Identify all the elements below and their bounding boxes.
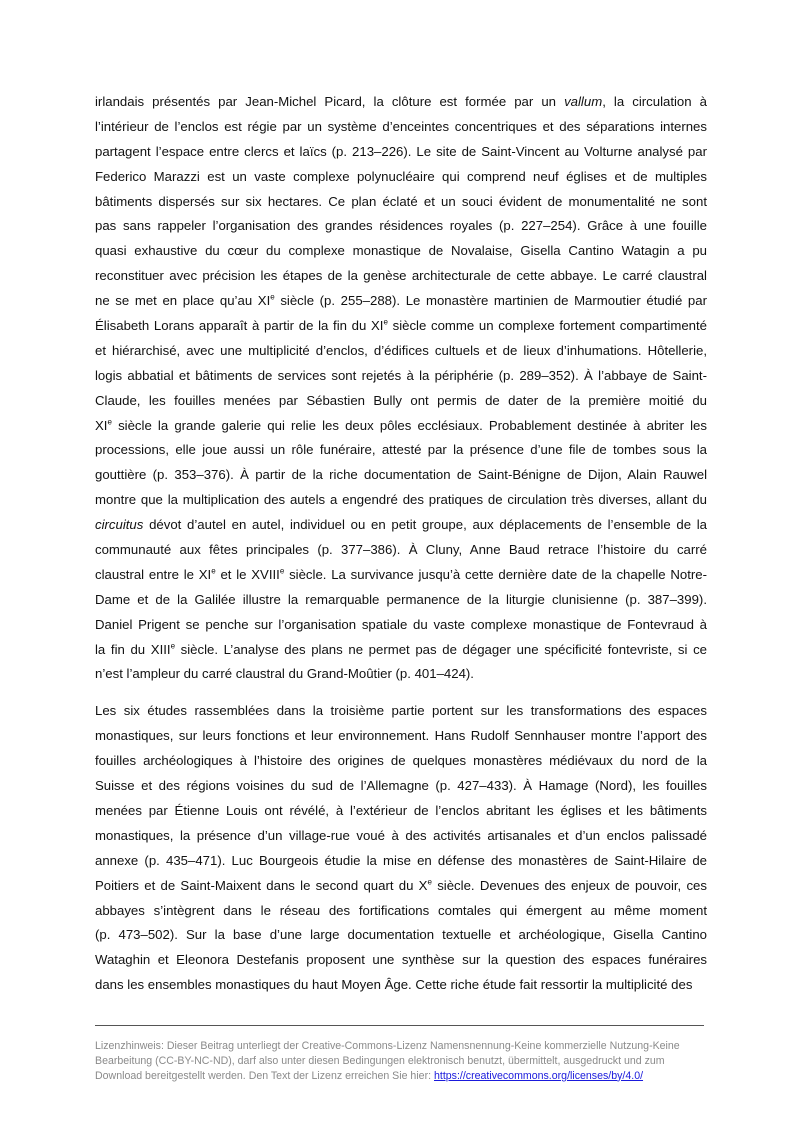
text-run: Élisabeth Lorans apparaît à partir de la fin du XI (95, 318, 384, 334)
text-run: Les six études rassemblées dans la troisième partie portent sur les transformations des espaces (95, 703, 707, 719)
text-run: XI (95, 417, 108, 433)
text-run: siècle. Devenues des enjeux de pouvoir, ces (431, 877, 707, 893)
text-run: communauté aux fêtes principales (p. 377–386). À Cluny, Anne Baud retrace l’histoire du carré (95, 542, 707, 558)
paragraph (95, 699, 707, 998)
text-line (95, 588, 707, 613)
text-line (95, 438, 707, 463)
license-line-3 (95, 1069, 707, 1084)
text-run: quasi exhaustive du cœur du complexe monastique de Novalaise, Gisella Cantino Watagin a pu (95, 243, 707, 259)
text-line (95, 849, 707, 874)
text-line (95, 799, 707, 824)
text-run: logis abbatial et bâtiments de services sont rejetés à la périphérie (p. 289–352). À l’abbaye de Saint- (95, 367, 707, 383)
superscript: e (211, 566, 216, 576)
text-line (95, 513, 707, 538)
text-run: bâtiments dispersés sur six hectares. Ce plan éclaté et un souci évident de monumentalité ne sont (95, 193, 707, 209)
text-line (95, 414, 707, 439)
text-line (95, 463, 707, 488)
text-line (95, 662, 707, 687)
text-line (95, 948, 707, 973)
paragraph (95, 90, 707, 687)
text-run: siècle la grande galerie qui relie les deux pôles ecclésiaux. Probablement destinée à abriter les (111, 417, 707, 433)
text-run: Suisse et des régions voisines du sud de l’Allemagne (p. 427–433). À Hamage (Nord), les fouilles (95, 778, 707, 794)
footer-divider (95, 1025, 704, 1026)
text-line (95, 488, 707, 513)
text-line (95, 140, 707, 165)
text-run: siècle. La survivance jusqu’à cette dernière date de la chapelle Notre- (284, 566, 708, 582)
superscript: e (383, 317, 388, 327)
document-body (95, 90, 707, 998)
text-line (95, 538, 707, 563)
text-line (95, 264, 707, 289)
superscript: e (279, 566, 285, 576)
text-line (95, 899, 707, 924)
license-link[interactable]: https://creativecommons.org/licenses/by/4.0/ (434, 1069, 644, 1082)
text-run: menées par Étienne Louis ont révélé, à l’extérieur de l’enclos abritant les églises et les bâtiments (95, 802, 707, 818)
text-run: pas sans rappeler l’organisation des grandes résidences royales (p. 227–254). Grâce à une fouille (95, 218, 707, 234)
text-run: montre que la multiplication des autels a engendré des pratiques de circulation très diverses, allant du (95, 492, 707, 508)
text-line (95, 239, 707, 264)
text-run: fouilles archéologiques à l’histoire des origines de quelques monastères médiévaux du nord de la (95, 753, 707, 769)
text-run: gouttière (p. 353–376). À partir de la riche documentation de Saint-Bénigne de Dijon, Alain Rauwel (95, 467, 707, 483)
text-line (95, 749, 707, 774)
text-run: dévot d’autel en autel, individuel ou en petit groupe, aux déplacements de l’ensemble de la (143, 517, 707, 533)
text-run: et le XVIII (215, 566, 280, 582)
text-run: Dame et de la Galilée illustre la remarquable permanence de la liturgie clunisienne (p. 387–399). (95, 591, 707, 607)
text-run: siècle (p. 255–288). Le monastère martinien de Marmoutier étudié par (274, 293, 707, 309)
text-line (95, 339, 707, 364)
text-run: siècle comme un complexe fortement compartimenté (387, 318, 707, 334)
text-run: Federico Marazzi est un vaste complexe polynucléaire qui comprend neuf églises et de multiples (95, 168, 707, 184)
body-text (95, 90, 707, 998)
text-line (95, 923, 707, 948)
text-line (95, 214, 707, 239)
text-line (95, 973, 707, 998)
text-run: Daniel Prigent se penche sur l’organisation spatiale du vaste complexe monastique de Fontevraud à (95, 616, 707, 632)
text-run: et hiérarchisé, avec une multiplicité d’enclos, d’édifices cultuels et de lieux d’inhumations. Hôtellerie, (95, 342, 707, 358)
text-run: siècle. L’analyse des plans ne permet pas de dégager une spécificité fontevriste, si ce (175, 641, 707, 657)
text-line (95, 389, 707, 414)
text-line (95, 314, 707, 339)
text-line (95, 364, 707, 389)
license-line-2: Bearbeitung (CC-BY-NC-ND), darf also unter diesen Bedingungen elektronisch benutzt, übermittelt, ausgedruckt und zum (95, 1054, 665, 1067)
text-run: irlandais présentés par Jean-Michel Picard, la clôture est formée par un (95, 94, 565, 109)
text-run: Poitiers et de Saint-Maixent dans le second quart du X (95, 877, 428, 893)
text-run: claustral entre le XI (95, 566, 212, 582)
text-run: partagent l’espace entre clercs et laïcs (p. 213–226). Le site de Saint-Vincent au Volturne analysé par (95, 143, 707, 159)
text-run: l’intérieur de l’enclos est régie par un système d’enceintes concentriques et des séparations internes (95, 118, 707, 134)
text-line (95, 824, 707, 849)
text-line (95, 613, 707, 638)
license-notice (95, 1039, 707, 1083)
license-line-1: Lizenzhinweis: Dieser Beitrag unterliegt der Creative-Commons-Lizenz Namensnennung-Keine kommerzielle Nutzung-Keine (95, 1040, 680, 1052)
text-line (95, 190, 707, 215)
text-line (95, 774, 707, 799)
text-run: n’est l’ampleur du carré claustral du Grand-Moûtier (p. 401–424). (95, 666, 474, 682)
text-line (95, 90, 707, 115)
text-run: monastiques, la présence d’un village-rue voué à des activités artisanales et d’un enclos palissadé (95, 827, 707, 843)
text-run: (p. 473–502). Sur la base d’une large documentation textuelle et archéologique, Gisella Cantino (95, 927, 707, 943)
text-run: Wataghin et Eleonora Destefanis proposent une synthèse sur la question des espaces funéraires (95, 952, 707, 968)
text-line (95, 638, 707, 663)
text-run: ne se met en place qu’au XI (95, 293, 271, 309)
text-run: dans les ensembles monastiques du haut Moyen Âge. Cette riche étude fait ressortir la multiplicité des (95, 977, 693, 993)
text-line (95, 563, 707, 588)
text-run: processions, elle joue aussi un rôle funéraire, attesté par la présence d’une file de tombes sous la (95, 442, 707, 458)
text-line (95, 724, 707, 749)
text-line (95, 115, 707, 140)
superscript: e (107, 417, 112, 427)
text-line (95, 165, 707, 190)
text-line (95, 289, 707, 314)
superscript: e (427, 877, 432, 887)
license-line-3-text: Download bereitgestellt werden. Den Text der Lizenz erreichen Sie hier: (95, 1069, 434, 1082)
text-line (95, 699, 707, 724)
text-run: Claude, les fouilles menées par Sébastien Bully ont permis de dater de la première moitié du (95, 392, 707, 408)
italic-term: circuitus (95, 517, 144, 533)
italic-term: vallum (564, 94, 603, 109)
superscript: e (270, 292, 275, 302)
text-run: annexe (p. 435–471). Luc Bourgeois étudie la mise en défense des monastères de Saint-Hilaire de (95, 852, 707, 868)
text-run: la fin du XIII (95, 641, 171, 657)
text-run: monastiques, sur leurs fonctions et leur environnement. Hans Rudolf Sennhauser montre l’apport des (95, 728, 707, 744)
superscript: e (170, 641, 176, 651)
text-line (95, 874, 707, 899)
text-run: reconstituer avec précision les étapes de la genèse architecturale de cette abbaye. Le carré claustral (95, 268, 707, 284)
text-run: , la circulation à (602, 94, 707, 109)
text-run: abbayes s’intègrent dans le réseau des fortifications comtales qui émergent au même moment (95, 902, 707, 918)
